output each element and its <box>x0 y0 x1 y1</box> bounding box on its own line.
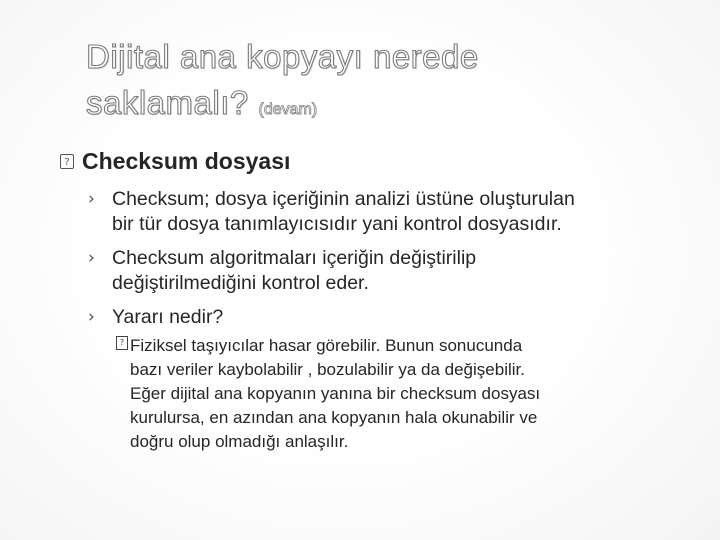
missing-glyph-bullet-icon: ? <box>60 154 74 169</box>
bullet-level1-text: Checksum dosyası <box>82 148 291 174</box>
bullet-level3-item <box>119 334 690 454</box>
title-line-2-main: saklamalı? <box>86 84 249 121</box>
bullet-level2-line: Checksum; dosya içeriğinin analizi üstüne oluşturulan <box>112 188 575 210</box>
bullet-level2-line: bir tür dosya tanımlayıcısıdır yani kontrol dosyasıdır. <box>112 213 562 235</box>
bullet-level2-item <box>88 187 702 237</box>
title-line-2 <box>86 80 686 133</box>
chevron-right-icon: › <box>88 248 95 268</box>
bullet-level2-line: değiştirilmediğini kontrol eder. <box>112 272 369 294</box>
bullet-level2-line: Yararı nedir? <box>112 306 224 328</box>
missing-glyph-bullet-icon: ? <box>116 336 128 350</box>
bullet-level3-line: kurulursa, en azından ana kopyanın hala okunabilir ve <box>130 408 538 427</box>
bullet-level2-line: Checksum algoritmaları içeriğin değiştirilip <box>112 247 477 269</box>
chevron-right-icon: › <box>88 189 95 209</box>
bullet-level3-line: Fiziksel taşıyıcılar hasar görebilir. Bunun sonucunda <box>130 336 523 355</box>
slide-title <box>86 34 686 133</box>
bullet-level3-line: bazı veriler kaybolabilir , bozulabilir ya da değişebilir. <box>130 360 525 379</box>
title-line-1: Dijital ana kopyayı nerede <box>86 38 479 75</box>
bullet-level1 <box>60 148 290 175</box>
bullet-level2-item <box>88 305 702 330</box>
chevron-right-icon: › <box>88 307 95 327</box>
bullet-level2-item <box>88 246 702 296</box>
bullet-level3-line: doğru olup olmadığı anlaşılır. <box>130 432 349 451</box>
bullet-level3-line: Eğer dijital ana kopyanın yanına bir checksum dosyası <box>130 384 541 403</box>
title-suffix: (devam) <box>258 101 318 118</box>
